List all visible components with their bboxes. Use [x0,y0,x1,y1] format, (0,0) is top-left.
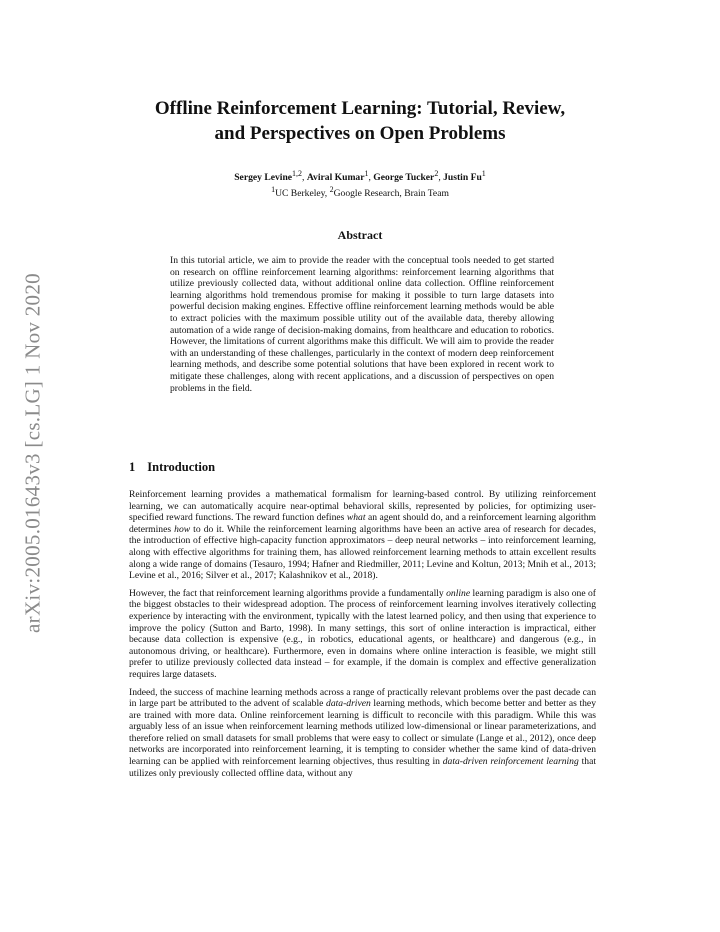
text-run: learning methods, which become better and better as they are trained with more data. Online reinforcement learning is difficult to reconcile with this paradigm. While this was arguably less of an issue when reinforcement learning methods utilized low-dimensional or linear parameterizations, and therefore relied on small datasets for small problems that were easy to collect or simulate (Lange et al., 2012), once deep networks are incorporated into reinforcement learning, it is tempting to consider whether the same kind of data-driven learning can be applied with reinforcement learning objectives, thus resulting in [129,698,596,768]
author-list [120,168,600,184]
emphasis: data-driven [326,698,371,710]
text-run: learning paradigm is also one of the biggest obstacles to their widespread adoption. The process of reinforcement learning involves iteratively collecting experience by interacting with the environment, typically with the latest learned policy, and then using that experience to improve the policy (Sutton and Barto, 1998). In many settings, this sort of online interaction is impractical, either because data collection is expensive (e.g., in robotics, educational agents, or healthcare) and dangerous (e.g., in autonomous driving, or healthcare). Furthermore, even in domains where online interaction is feasible, we might still prefer to utilize previously collected data instead – for example, if the domain is complex and effective generalization requires large datasets. [129,587,596,680]
paragraph [129,588,596,681]
abstract-text: In this tutorial article, we aim to provide the reader with the conceptual tools needed to get started on research on offline reinforcement learning algorithms: reinforcement learning algorithms that utilize previously collected data, without additional online data collection. Offline reinforcement learning algorithms hold tremendous promise for making it possible to turn large datasets into powerful decision making engines. Effective offline reinforcement learning methods would be able to extract policies with the maximum possible utility out of the available data, thereby allowing automation of a wide range of decision-making domains, from healthcare and education to robotics. However, the limitations of current algorithms make this difficult. We will aim to provide the reader with an understanding of these challenges, particularly in the context of modern deep reinforcement learning methods, and describe some potential solutions that have been explored in recent work to mitigate these challenges, along with recent applications, and a discussion of perspectives on open problems in the field. [170,255,555,394]
author-affiliation-mark: 1 [364,169,369,178]
text-run: to do it. While the reinforcement learning algorithms have been an active area of research for decades, the introduction of effective high-capacity function approximators – deep neural networks – into reinforcement learning, along with effective algorithms for training them, has allowed reinforcement learning methods to attain excellent results along a wide range of domains (Tesauro, 1994; Hafner and Riedmiller, 2011; Levine and Koltun, 2013; Mnih et al., 2013; Levine et al., 2016; Silver et al., 2017; Kalashnikov et al., 2018). [129,523,596,582]
author-name: George Tucker [373,172,435,184]
emphasis: how [174,523,191,535]
affiliation-mark: 1 [271,185,276,195]
text-run: Reinforcement learning provides a mathematical formalism for learning-based control. By utilizing reinforcement learning, we can automatically acquire near-optimal behavioral skills, represented by policies, for optimizing user-specified reward functions. The reward function defines [129,489,596,524]
emphasis: what [346,512,366,524]
text-run: Indeed, the success of machine learning methods across a range of practically relevant problems over the past decade can in large part be attributed to the advent of scalable [129,686,596,710]
paragraph [129,687,596,780]
affiliation: UC Berkeley, [275,188,330,200]
author-separator: , [302,172,307,184]
section-number: 1 [129,460,136,474]
author-name: Sergey Levine [234,172,293,184]
affiliation-mark: 2 [329,185,334,195]
author-name: Aviral Kumar [306,172,365,184]
author-affiliation-mark: 2 [434,169,439,178]
author-block [120,168,600,200]
author-separator: , [438,172,444,184]
emphasis: online [446,587,471,599]
author-name: Justin Fu [443,172,482,184]
arxiv-identifier: arXiv:2005.01643v3 [cs.LG] 1 Nov 2020 [20,273,45,633]
emphasis: data-driven reinforcement learning [442,756,579,768]
arxiv-sidebar [22,248,44,658]
section-body [129,489,596,785]
title-line-1: Offline Reinforcement Learning: Tutorial, Review, [154,98,566,119]
author-affiliation-mark: 1 [481,169,486,178]
author-separator: , [368,172,374,184]
text-run: However, the fact that reinforcement learning algorithms provide a fundamentally [129,587,447,599]
text-run: that utilizes only previously collected offline data, without any [129,756,596,779]
paper-title [120,96,600,146]
abstract-heading: Abstract [337,228,383,242]
affiliation: Google Research, Brain Team [333,188,449,200]
title-line-2: and Perspectives on Open Problems [214,123,506,144]
text-run: an agent should do, and a reinforcement learning algorithm determines [129,512,596,535]
paragraph [129,489,596,582]
section-heading [129,460,215,475]
author-affiliation-mark: 1,2 [292,169,303,178]
affiliations [120,184,600,200]
section-title: Introduction [147,460,216,474]
